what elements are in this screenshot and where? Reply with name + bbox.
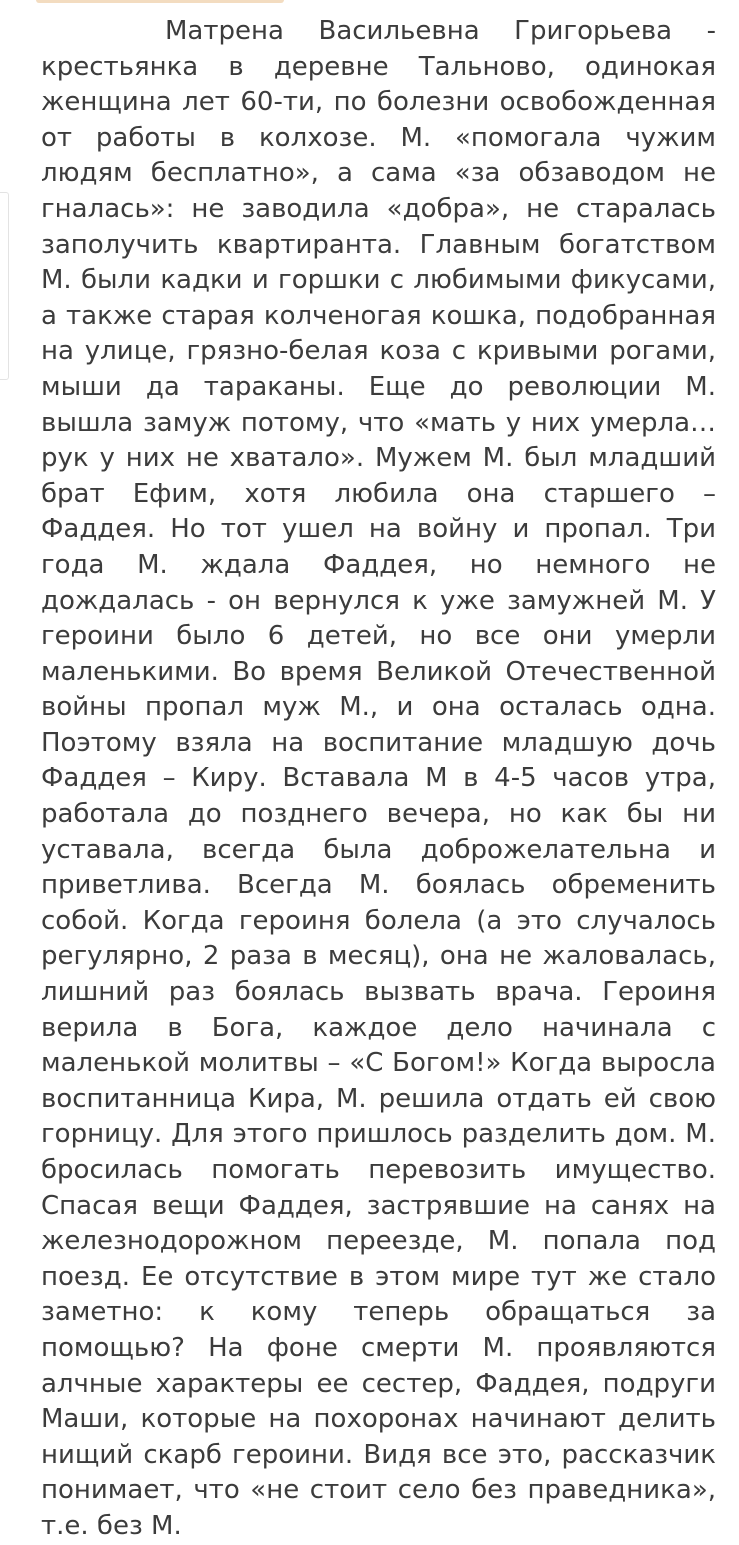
- character-description-paragraph: Матрена Васильевна Григорьева - крестьянка в деревне Тальново, одинокая женщина лет 60-ти, по болезни освобожденная от работы в колхозе. М. «помогала чужим людям бесплатно», а сама «за обзаводом не гналась»: не заводила «добра», не старалась заполучить квартиранта. Главным богатством М. были кадки и горшки с любимыми фикусами, а также старая колченогая кошка, подобранная на улице, грязно-белая коза с кривыми рогами, мыши да тараканы. Еще до революции М. вышла замуж потому, что «мать у них умерла…рук у них не хватало». Мужем М. был младший брат Ефим, хотя любила она старшего – Фаддея. Но тот ушел на войну и пропал. Три года М. ждала Фаддея, но немного не дождалась - он вернулся к уже замужней М. У героини было 6 детей, но все они умерли маленькими. Во время Великой Отечественной войны пропал муж М., и она осталась одна. Поэтому взяла на воспитание младшую дочь Фаддея – Киру. Вставала М в 4-5 часов утра, работала до позднего вечера, но как бы ни уставала, всегда была доброжелательна и приветлива. Всегда М. боялась обременить собой. Когда героиня болела (а это случалось регулярно, 2 раза в месяц), она не жаловалась, лишний раз боялась вызвать врача. Героиня верила в Бога, каждое дело начинала с маленькой молитвы – «С Богом!» Когда выросла воспитанница Кира, М. решила отдать ей свою горницу. Для этого пришлось разделить дом. М. бросилась помогать перевозить имущество. Спасая вещи Фаддея, застрявшие на санях на железнодорожном переезде, М. попала под поезд. Ее отсутствие в этом мире тут же стало заметно: к кому теперь обращаться за помощью? На фоне смерти М. проявляются алчные характеры ее сестер, Фаддея, подруги Маши, которые на похоронах начинают делить нищий скарб героини. Видя все это, рассказчик понимает, что «не стоит село без праведника», т.е. без М.: [41, 16, 716, 1541]
- document-body: [41, 14, 716, 1545]
- top-accent-bar: [36, 0, 284, 3]
- side-panel-edge: [0, 192, 9, 380]
